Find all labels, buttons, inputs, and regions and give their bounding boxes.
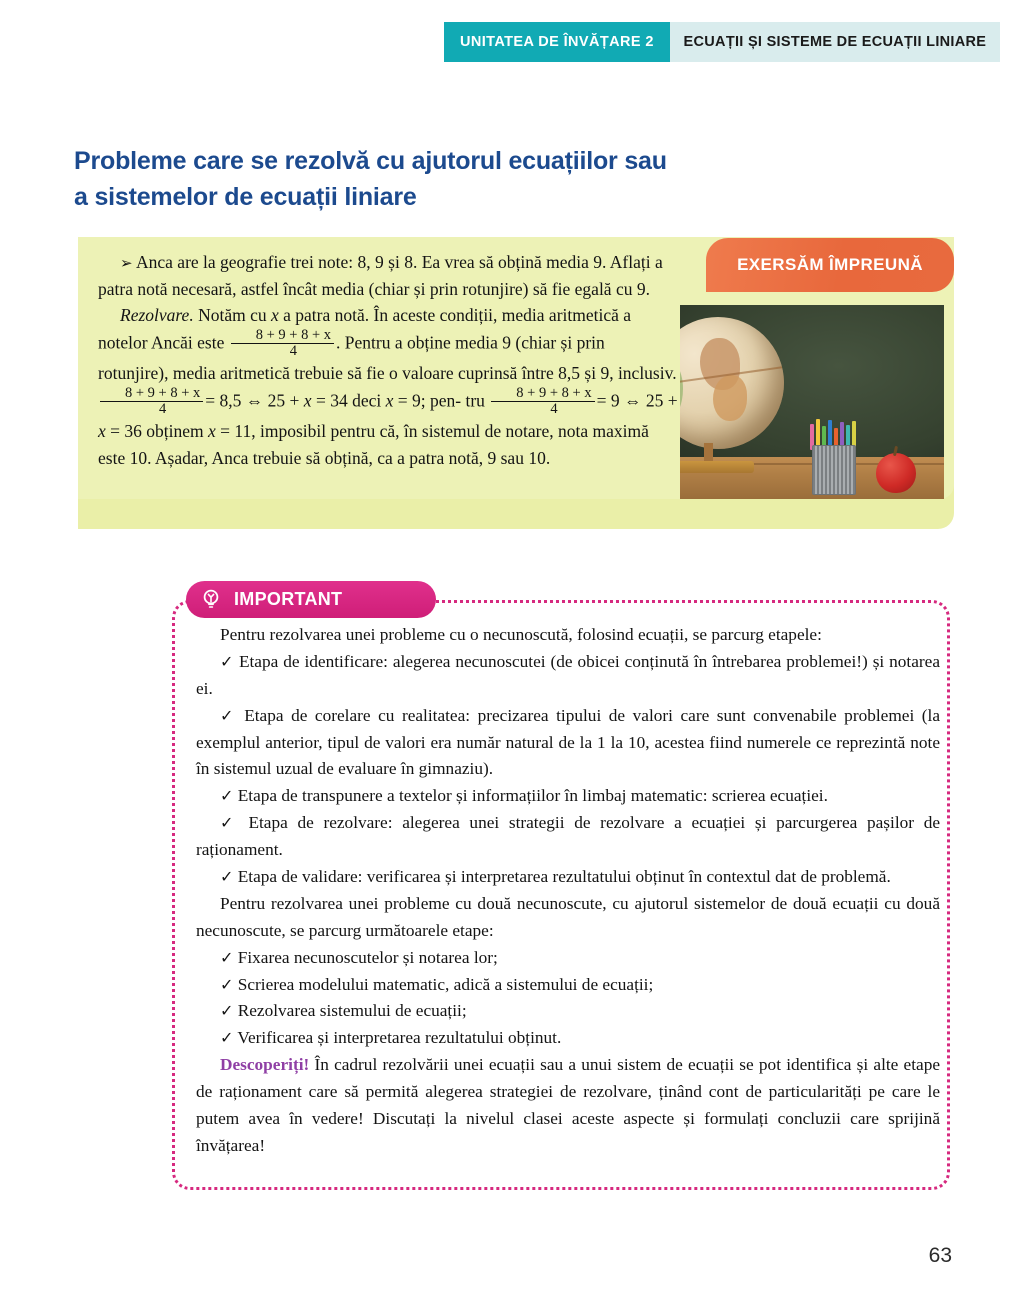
equation-2-end: = 11, imposibil pentru [215, 421, 376, 442]
photo-top-mask [676, 299, 954, 305]
important-sys-step-4 [196, 1025, 940, 1052]
equation-1-end: = 9; pen- [393, 390, 462, 411]
important-sys-step-2-text: Scrierea modelului matematic, adică a sistemului de ecuații; [237, 974, 654, 994]
page-title-line-1: Probleme care se rezolvă cu ajutorul ecuațiilor sau [74, 146, 667, 175]
unknown-symbol-4: x [98, 421, 106, 442]
lightbulb-icon [200, 588, 222, 612]
page-title [74, 143, 714, 215]
example-problem-text: Anca are la geografie trei note: 8, 9 și 8. Ea vrea să obțină media 9. Aflați a patra notă necesară, astfel încât media (chiar și prin rotunjire) să fie egală cu 9. [98, 252, 663, 299]
solution-part-3: . Pentru a obține media 9 (chiar și prin rotunjire), media aritmetică trebuie să fie o valoare cuprinsă între 8,5 și 9, inclusiv. [98, 332, 677, 384]
check-icon-1: ✓ [220, 653, 235, 671]
important-badge [186, 581, 436, 618]
fraction-2-denominator: 4 [100, 401, 203, 417]
important-sys-step-1 [196, 945, 940, 972]
fraction-1 [231, 328, 334, 359]
important-body-text [196, 622, 940, 1160]
header-unit-label: UNITATEA DE ÎNVĂȚARE 2 [444, 22, 670, 62]
unknown-symbol-3: x [385, 390, 394, 411]
solution-part-2: a patra notă. În aceste condiții, media aritmetică a notelor Ancăi este [98, 305, 632, 353]
globe-continent-3 [680, 362, 683, 418]
discover-paragraph [196, 1052, 940, 1160]
check-icon-9: ✓ [220, 1030, 234, 1048]
important-step-4-text: Etapa de rezolvare: alegerea unei strategii de rezolvare a ecuației și parcurgerea pașilor de raționament. [196, 813, 941, 860]
important-badge-label: IMPORTANT [234, 589, 343, 609]
solution-part-1: Notăm cu [198, 305, 267, 326]
equation-2-prefix: tru [465, 390, 485, 411]
unknown-symbol-1: x [270, 305, 279, 326]
important-sys-step-3-text: Rezolvarea sistemului de ecuații; [237, 1001, 467, 1021]
globe-continent-2 [713, 375, 747, 421]
unknown-symbol-2: x [303, 390, 312, 411]
page-number: 63 [928, 1244, 952, 1267]
fraction-1-denominator: 4 [231, 343, 334, 359]
important-step-1-text: Etapa de identificare: alegerea necunoscutei (de obicei conținută în întrebarea problemei!) și notarea ei. [196, 651, 941, 698]
fraction-2 [100, 386, 203, 417]
check-icon-3: ✓ [220, 788, 234, 806]
check-icon-6: ✓ [220, 949, 234, 967]
solution-label: Rezolvare. [120, 305, 194, 326]
fraction-1-numerator: 8 + 9 + 8 + x [255, 326, 332, 343]
important-step-2-text: Etapa de corelare cu realitatea: precizarea tipului de valori care sunt convenabile problemei (la exemplul anterior, tipul de valori era număr natural de la 1 la 10, acestea fiind numerele ce reprezintă note în sistemul uzual de evaluare în gimnaziu). [196, 705, 941, 779]
example-conclusion: că, în sistemul de notare, nota maximă este 10. Așadar, Anca trebuie să obțină, ca a patra notă, 9 sau 10. [98, 421, 649, 469]
important-sys-step-4-text: Verificarea și interpretarea rezultatului obținut. [237, 1028, 562, 1048]
globe-base [680, 461, 754, 473]
important-step-2 [196, 703, 940, 784]
equation-2-tail: = 36 obținem [105, 421, 209, 442]
classroom-photo [680, 305, 944, 499]
exersam-impreuna-banner: EXERSĂM ÎMPREUNĂ [706, 238, 954, 292]
example-solution-paragraph [98, 302, 678, 471]
important-sys-step-3 [196, 998, 940, 1025]
page-title-line-2: a sistemelor de ecuații liniare [74, 182, 417, 211]
check-icon-4: ✓ [220, 815, 239, 833]
important-sys-step-1-text: Fixarea necunoscutelor și notarea lor; [237, 947, 498, 967]
important-step-1 [196, 649, 940, 703]
fraction-3-numerator: 8 + 9 + 8 + x [516, 385, 592, 402]
arrow-bullet-icon: ➢ [120, 256, 133, 272]
check-icon-7: ✓ [220, 976, 234, 994]
check-icon-2: ✓ [220, 707, 237, 725]
check-icon-8: ✓ [220, 1003, 234, 1021]
equation-1-rhs: = 8,5 ⇔ 25 + [205, 390, 304, 411]
header-chapter-label: ECUAȚII ȘI SISTEME DE ECUAȚII LINIARE [670, 22, 1000, 62]
important-step-3-text: Etapa de transpunere a textelor și informațiilor în limbaj matematic: scrierea ecuației. [237, 786, 828, 806]
fraction-2-numerator: 8 + 9 + 8 + x [125, 385, 201, 402]
important-intro: Pentru rezolvarea unei probleme cu o necunoscută, folosind ecuații, se parcurg etapele: [220, 625, 822, 644]
fraction-3 [491, 386, 594, 417]
important-intro-two-unknowns: Pentru rezolvarea unei probleme cu două necunoscute, cu ajutorul sistemelor de două ecuații cu două necunoscute, se parcurg următoarele etape: [196, 893, 940, 940]
equation-2-rhs: = 9 ⇔ 25 + [596, 390, 678, 411]
worked-example-text [98, 249, 678, 472]
important-step-5-text: Etapa de validare: verificarea și interpretarea rezultatului obținut în contextul dat de problemă. [237, 867, 891, 887]
discover-label: Descoperiți! [220, 1055, 310, 1075]
fraction-3-denominator: 4 [491, 401, 594, 417]
discover-text: În cadrul rezolvării unei ecuații sau a unui sistem de ecuații se pot identifica și alte etape de raționament care să permită alegerea strategiei de rezolvare, ținând cont de particularități pe care le putem avea în vedere! Discutați la nivelul clasei aceste aspecte și formulați concluzii care sprijină învățarea! [196, 1055, 940, 1155]
example-problem-paragraph [98, 249, 678, 302]
apple-icon [876, 453, 916, 493]
important-step-4 [196, 810, 940, 864]
pencil-cup [812, 445, 856, 495]
check-icon-5: ✓ [220, 869, 234, 887]
important-sys-step-2 [196, 972, 940, 999]
important-step-5 [196, 864, 940, 891]
unknown-symbol-5: x [208, 421, 216, 442]
important-step-3 [196, 783, 940, 810]
running-header [444, 22, 1000, 62]
equation-1-tail: = 34 deci [311, 390, 386, 411]
